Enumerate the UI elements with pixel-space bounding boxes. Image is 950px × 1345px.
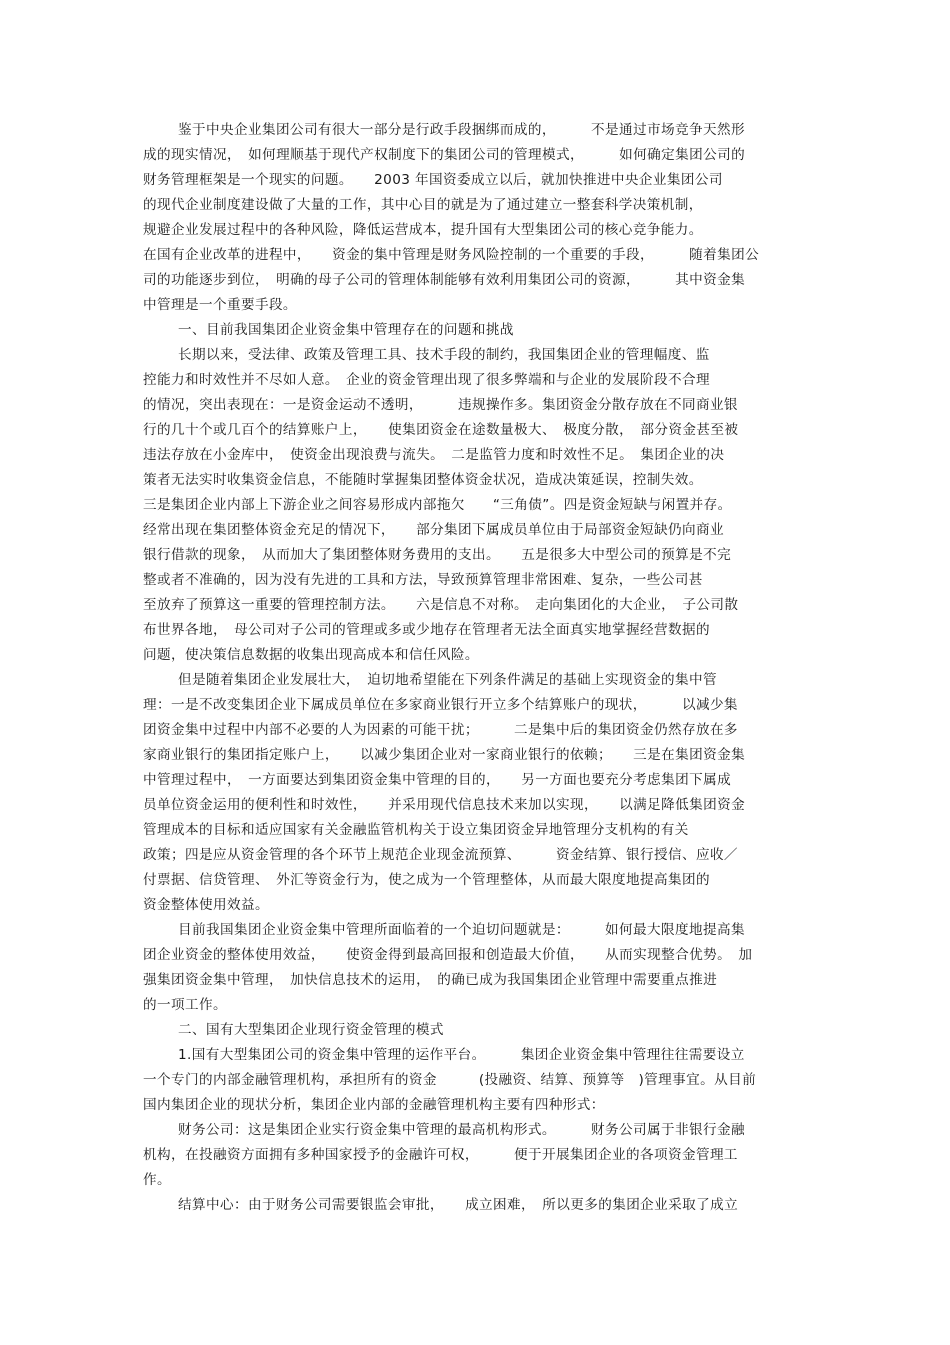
text-line: 规避企业发展过程中的各种风险，降低运营成本，提升国有大型集团公司的核心竞争能力。 — [143, 222, 703, 238]
text-line: 强集团资金集中管理， 加快信息技术的运用， 的确已成为我国集团企业管理中需要重点推进 — [143, 972, 718, 988]
text-line: 鉴于中央企业集团公司有很大一部分是行政手段捆绑而成的， 不是通过市场竞争天然形 — [178, 122, 745, 138]
text-line: 一个专门的内部金融管理机构，承担所有的资金 (投融资、结算、预算等 )管理事宜。从目前 — [143, 1072, 757, 1088]
text-line: 团企业资金的整体使用效益， 使资金得到最高回报和创造最大价值， 从而实现整合优势。 加 — [143, 947, 753, 963]
text-line: 家商业银行的集团指定账户上， 以减少集团企业对一家商业银行的依赖； 三是在集团资金集 — [143, 747, 746, 763]
text-line: 财务公司：这是集团企业实行资金集中管理的最高机构形式。 财务公司属于非银行金融 — [178, 1122, 745, 1138]
text-line: 三是集团企业内部上下游企业之间容易形成内部拖欠 “三角债”。四是资金短缺与闲置并存。 — [143, 497, 732, 513]
text-line: 但是随着集团企业发展壮大， 迫切地希望能在下列条件满足的基础上实现资金的集中管 — [178, 672, 717, 688]
text-line: 的现代企业制度建设做了大量的工作，其中心目的就是为了通过建立一整套科学决策机制， — [143, 197, 703, 213]
text-line: 在国有企业改革的进程中， 资金的集中管理是财务风险控制的一个重要的手段， 随着集团公 — [143, 247, 760, 263]
section-heading: 一、目前我国集团企业资金集中管理存在的问题和挑战 — [178, 322, 514, 338]
text-line: 策者无法实时收集资金信息，不能随时掌握集团整体资金状况，造成决策延误，控制失效。 — [143, 472, 703, 488]
text-line: 整或者不准确的，因为没有先进的工具和方法，导致预算管理非常困难、复杂，一些公司甚 — [143, 572, 703, 588]
text-line: 的一项工作。 — [143, 997, 227, 1013]
section-heading: 二、国有大型集团企业现行资金管理的模式 — [178, 1022, 444, 1038]
text-line: 成的现实情况， 如何理顺基于现代产权制度下的集团公司的管理模式， 如何确定集团公司的 — [143, 147, 746, 163]
text-line: 国内集团企业的现状分析，集团企业内部的金融管理机构主要有四种形式： — [143, 1097, 605, 1113]
text-line: 问题，使决策信息数据的收集出现高成本和信任风险。 — [143, 647, 479, 663]
text-line: 政策；四是应从资金管理的各个环节上规范企业现金流预算、 资金结算、银行授信、应收／ — [143, 847, 738, 863]
text-line: 付票据、信贷管理、 外汇等资金行为，使之成为一个管理整体，从而最大限度地提高集团的 — [143, 872, 710, 888]
text-line: 司的功能逐步到位， 明确的母子公司的管理体制能够有效利用集团公司的资源， 其中资金集 — [143, 272, 746, 288]
text-line: 违法存放在小金库中， 使资金出现浪费与流失。 二是监管力度和时效性不足。 集团企业的决 — [143, 447, 725, 463]
text-line: 目前我国集团企业资金集中管理所面临着的一个迫切问题就是： 如何最大限度地提高集 — [178, 922, 745, 938]
text-line: 至放弃了预算这一重要的管理控制方法。 六是信息不对称。 走向集团化的大企业， 子公司散 — [143, 597, 739, 613]
text-line: 结算中心：由于财务公司需要银监会审批， 成立困难， 所以更多的集团企业采取了成立 — [178, 1197, 739, 1213]
text-line: 中管理是一个重要手段。 — [143, 297, 297, 313]
text-line: 长期以来，受法律、政策及管理工具、技术手段的制约，我国集团企业的管理幅度、监 — [178, 347, 710, 363]
text-line: 控能力和时效性并不尽如人意。 企业的资金管理出现了很多弊端和与企业的发展阶段不合理 — [143, 372, 710, 388]
text-line: 银行借款的现象， 从而加大了集团整体财务费用的支出。 五是很多大中型公司的预算是不完 — [143, 547, 732, 563]
text-line: 作。 — [143, 1172, 171, 1188]
text-line: 财务管理框架是一个现实的问题。 2003 年国资委成立以后，就加快推进中央企业集团公司 — [143, 172, 723, 188]
text-line: 员单位资金运用的便利性和时效性， 并采用现代信息技术来加以实现， 以满足降低集团资金 — [143, 797, 746, 813]
text-line: 资金整体使用效益。 — [143, 897, 269, 913]
text-line: 布世界各地， 母公司对子公司的管理或多或少地存在管理者无法全面真实地掌握经营数据的 — [143, 622, 710, 638]
text-line: 经常出现在集团整体资金充足的情况下， 部分集团下属成员单位由于局部资金短缺仍向商业 — [143, 522, 724, 538]
text-line: 机构，在投融资方面拥有多种国家授予的金融许可权， 便于开展集团企业的各项资金管理工 — [143, 1147, 738, 1163]
text-line: 理：一是不改变集团企业下属成员单位在多家商业银行开立多个结算账户的现状， 以减少集 — [143, 697, 738, 713]
text-line: 中管理过程中， 一方面要达到集团资金集中管理的目的， 另一方面也要充分考虑集团下属成 — [143, 772, 732, 788]
text-line: 1.国有大型集团公司的资金集中管理的运作平台。 集团企业资金集中管理往往需要设立 — [178, 1047, 745, 1063]
text-line: 团资金集中过程中内部不必要的人为因素的可能干扰； 二是集中后的集团资金仍然存放在多 — [143, 722, 738, 738]
text-line: 管理成本的目标和适应国家有关金融监管机构关于设立集团资金异地管理分支机构的有关 — [143, 822, 689, 838]
text-line: 的情况，突出表现在：一是资金运动不透明， 违规操作多。集团资金分散存放在不同商业银 — [143, 397, 738, 413]
text-line: 行的几十个或几百个的结算账户上， 使集团资金在途数量极大、 极度分散， 部分资金甚至被 — [143, 422, 739, 438]
